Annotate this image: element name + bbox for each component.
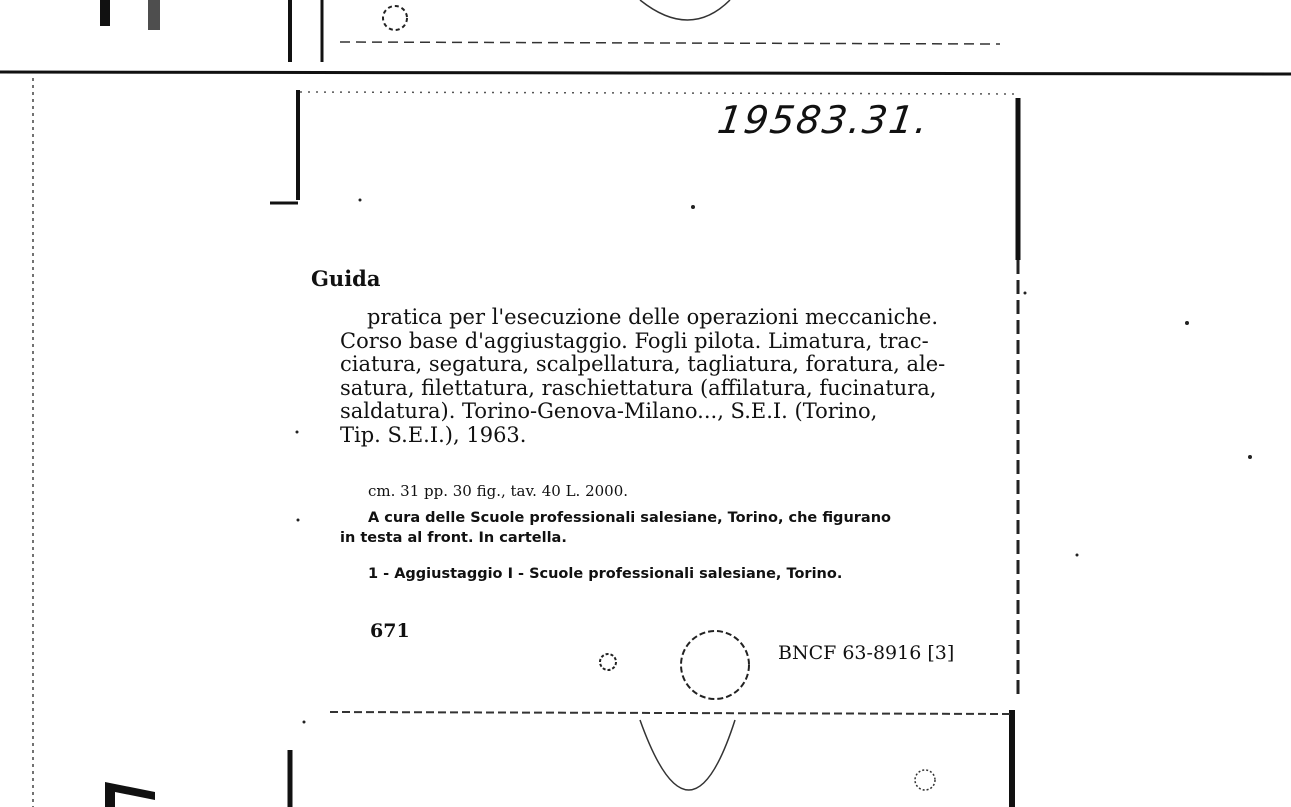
speck: [691, 205, 695, 209]
card-separator-line: [0, 72, 1291, 74]
note-line: A cura delle Scuole professionali salesiane, Torino, che figurano: [368, 510, 891, 526]
library-code: BNCF 63-8916 [3]: [778, 642, 955, 664]
body-line: Corso base d'aggiustaggio. Fogli pilota. Limatura, trac-: [340, 328, 929, 353]
card-number: 671: [370, 620, 410, 642]
card-bottom-dashed-line: [330, 712, 1010, 714]
speck: [297, 519, 300, 522]
bottom-stamp-arc: [640, 720, 735, 790]
body-line: ciatura, segatura, scalpellatura, tagliatura, foratura, ale-: [340, 352, 946, 376]
card-top-dotted-line: [300, 92, 1020, 94]
speck: [1248, 455, 1252, 459]
speck: [359, 199, 362, 202]
physical-description: cm. 31 pp. 30 fig., tav. 40 L. 2000.: [368, 482, 629, 500]
top-left-mark-2: [148, 0, 160, 30]
entry-heading: Guida: [311, 266, 381, 291]
top-stamp-mark: [383, 6, 407, 30]
speck: [303, 721, 306, 724]
top-dashed-line: [340, 42, 1000, 44]
speck: [296, 431, 299, 434]
speck: [1076, 554, 1079, 557]
bottom-left-corner-mark: [105, 782, 155, 807]
top-stamp-arc: [640, 0, 730, 20]
speck: [1024, 292, 1027, 295]
stamp-speck-2: [915, 770, 935, 790]
stamp-speck: [600, 654, 616, 670]
body-line: satura, filettatura, raschiettatura (affilatura, fucinatura,: [340, 375, 937, 400]
body-line: saldatura). Torino-Genova-Milano..., S.E.I. (Torino,: [340, 399, 878, 423]
handwritten-number: 19583.31.: [714, 98, 933, 142]
notes: [340, 508, 992, 548]
speck: [1185, 321, 1189, 325]
stamp-circle: [681, 631, 749, 699]
subject-headings: 1 - Aggiustaggio I - Scuole professionali salesiane, Torino.: [368, 566, 843, 582]
note-line: in testa al front. In cartella.: [340, 530, 567, 546]
body-line: Tip. S.E.I.), 1963.: [340, 422, 527, 447]
top-left-mark: [100, 0, 110, 26]
entry-body: [340, 306, 992, 447]
body-line: pratica per l'esecuzione delle operazioni meccaniche.: [367, 305, 938, 329]
